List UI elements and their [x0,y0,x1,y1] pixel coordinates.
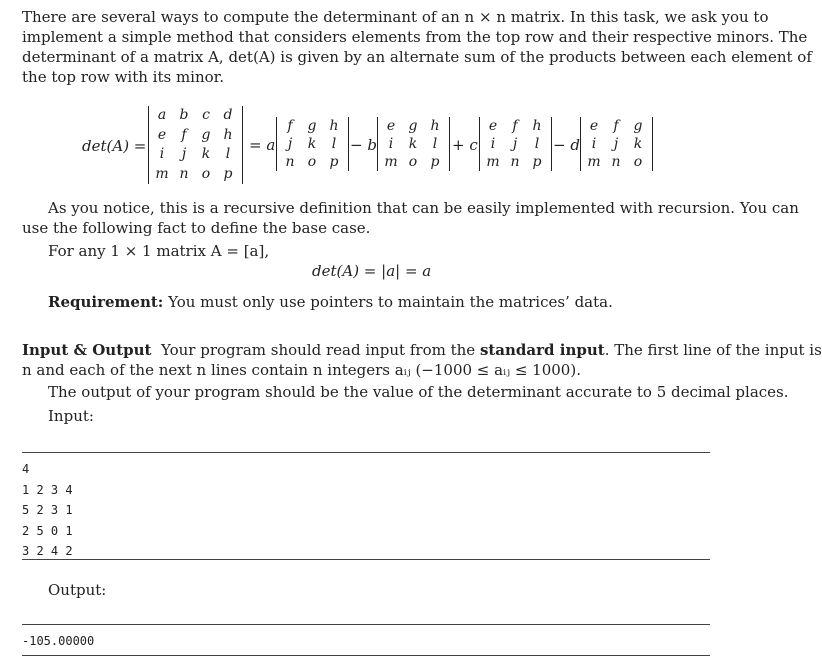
matrix-cell: p [532,154,542,170]
matrix-cell: m [587,154,601,170]
matrix-cell: j [287,136,293,152]
matrix-cell: g [633,118,643,134]
matrix-bar-right [348,117,349,171]
input-label: Input: [48,407,94,425]
io-line-2: n and each of the next n lines contain n integers aᵢⱼ (−1000 ≤ aᵢⱼ ≤ 1000). [22,361,581,379]
base-case-intro: For any 1 × 1 matrix A = [a], [48,242,270,260]
matrix-cell: f [287,118,293,134]
intro-line-1: There are several ways to compute the determinant of an n × n matrix. In this task, we ask you to [22,8,769,26]
io-line-1-c: . The first line of the input is [604,341,822,359]
matrix-cell: e [386,118,396,134]
matrix-cell: m [486,154,500,170]
matrix-cell: a [157,107,167,123]
base-case-formula: det(A) = |a| = a [312,262,432,280]
expansion-operator: = a [249,136,276,154]
matrix-cell: p [223,165,233,182]
output-rule-top [22,624,710,625]
matrix-bar-left [377,117,378,171]
matrix-cell: h [223,126,233,143]
matrix-cell: g [307,118,317,134]
matrix-cell: i [490,136,496,152]
matrix-cell: b [179,107,189,123]
sample-input-line: 2 5 0 1 [22,523,73,538]
matrix-cell: k [201,146,211,162]
matrix-cell: f [181,126,187,143]
input-rule-bottom [22,559,710,560]
matrix-cell: l [432,136,438,152]
matrix-cell: k [633,136,643,152]
matrix-cell: j [512,136,518,152]
matrix-bar-right [242,106,243,184]
matrix-cell: c [202,107,210,123]
io-line-1 [22,340,822,360]
io-line-3: The output of your program should be the value of the determinant accurate to 5 decimal places. [48,383,789,401]
matrix-cell: h [430,118,440,134]
sample-input-line: 5 2 3 1 [22,503,73,517]
matrix-bar-right [449,117,450,171]
determinant-formula [0,100,732,190]
output-rule-bottom [22,655,710,656]
recursion-line-1: As you notice, this is a recursive definition that can be easily implemented with recursion. You can [48,199,799,217]
matrix-cell: n [285,154,295,170]
matrix-cell: k [408,136,418,152]
matrix-bar-left [479,117,480,171]
matrix-cell: i [591,136,597,152]
io-heading: Input & Output [22,341,152,359]
matrix-cell: p [329,154,339,170]
requirement-text: You must only use pointers to maintain the matrices’ data. [168,293,613,311]
requirement [48,292,613,312]
matrix-cell: l [534,136,540,152]
sample-output-line: -105.00000 [22,634,95,648]
matrix-cell: n [611,154,621,170]
matrix-cell: n [179,165,189,182]
matrix-cell: g [408,118,418,134]
matrix-cell: j [181,146,187,162]
formula-lhs: det(A) = [82,137,147,155]
matrix-cell: f [613,118,619,134]
matrix-cell: h [532,118,542,134]
matrix-bar-right [551,117,552,171]
io-line-1-b: standard input [479,341,605,359]
matrix-cell: h [329,118,339,134]
matrix-bar-left [276,117,277,171]
matrix-cell: e [589,118,599,134]
expansion-operator: + c [452,136,478,154]
matrix-bar-left [580,117,581,171]
intro-line-4: the top row with its minor. [22,68,224,86]
matrix-bar-left [148,106,149,184]
matrix-cell: o [201,165,211,182]
matrix-cell: e [488,118,498,134]
matrix-cell: d [223,107,233,123]
expansion-operator: − b [350,136,377,154]
input-rule-top [22,452,710,453]
expansion-operator: − d [553,136,580,154]
matrix-cell: o [633,154,643,170]
matrix-cell: o [307,154,317,170]
matrix-cell: l [225,146,231,162]
matrix-cell: j [613,136,619,152]
matrix-cell: p [430,154,440,170]
matrix-cell: o [408,154,418,170]
sample-input-line: 3 2 4 2 [22,544,73,558]
matrix-bar-right [652,117,653,171]
recursion-line-2: use the following fact to define the base case. [22,219,371,237]
matrix-cell: n [510,154,520,170]
io-line-1-a: Your program should read input from the [161,341,480,359]
matrix-cell: i [159,146,165,162]
matrix-cell: m [155,165,169,182]
matrix-cell: l [331,136,337,152]
matrix-cell: g [201,126,211,143]
intro-line-3: determinant of a matrix A, det(A) is given by an alternate sum of the products between each element of [22,48,812,66]
matrix-cell: f [512,118,518,134]
sample-input-line: 1 2 3 4 [22,482,73,497]
matrix-cell: i [388,136,394,152]
intro-line-2: implement a simple method that considers elements from the top row and their respective minors. The [22,28,808,46]
requirement-label: Requirement: [48,293,164,311]
sample-input-line: 4 [22,462,30,476]
matrix-cell: k [307,136,317,152]
matrix-cell: m [384,154,398,170]
output-label: Output: [48,581,107,599]
matrix-cell: e [157,126,167,143]
